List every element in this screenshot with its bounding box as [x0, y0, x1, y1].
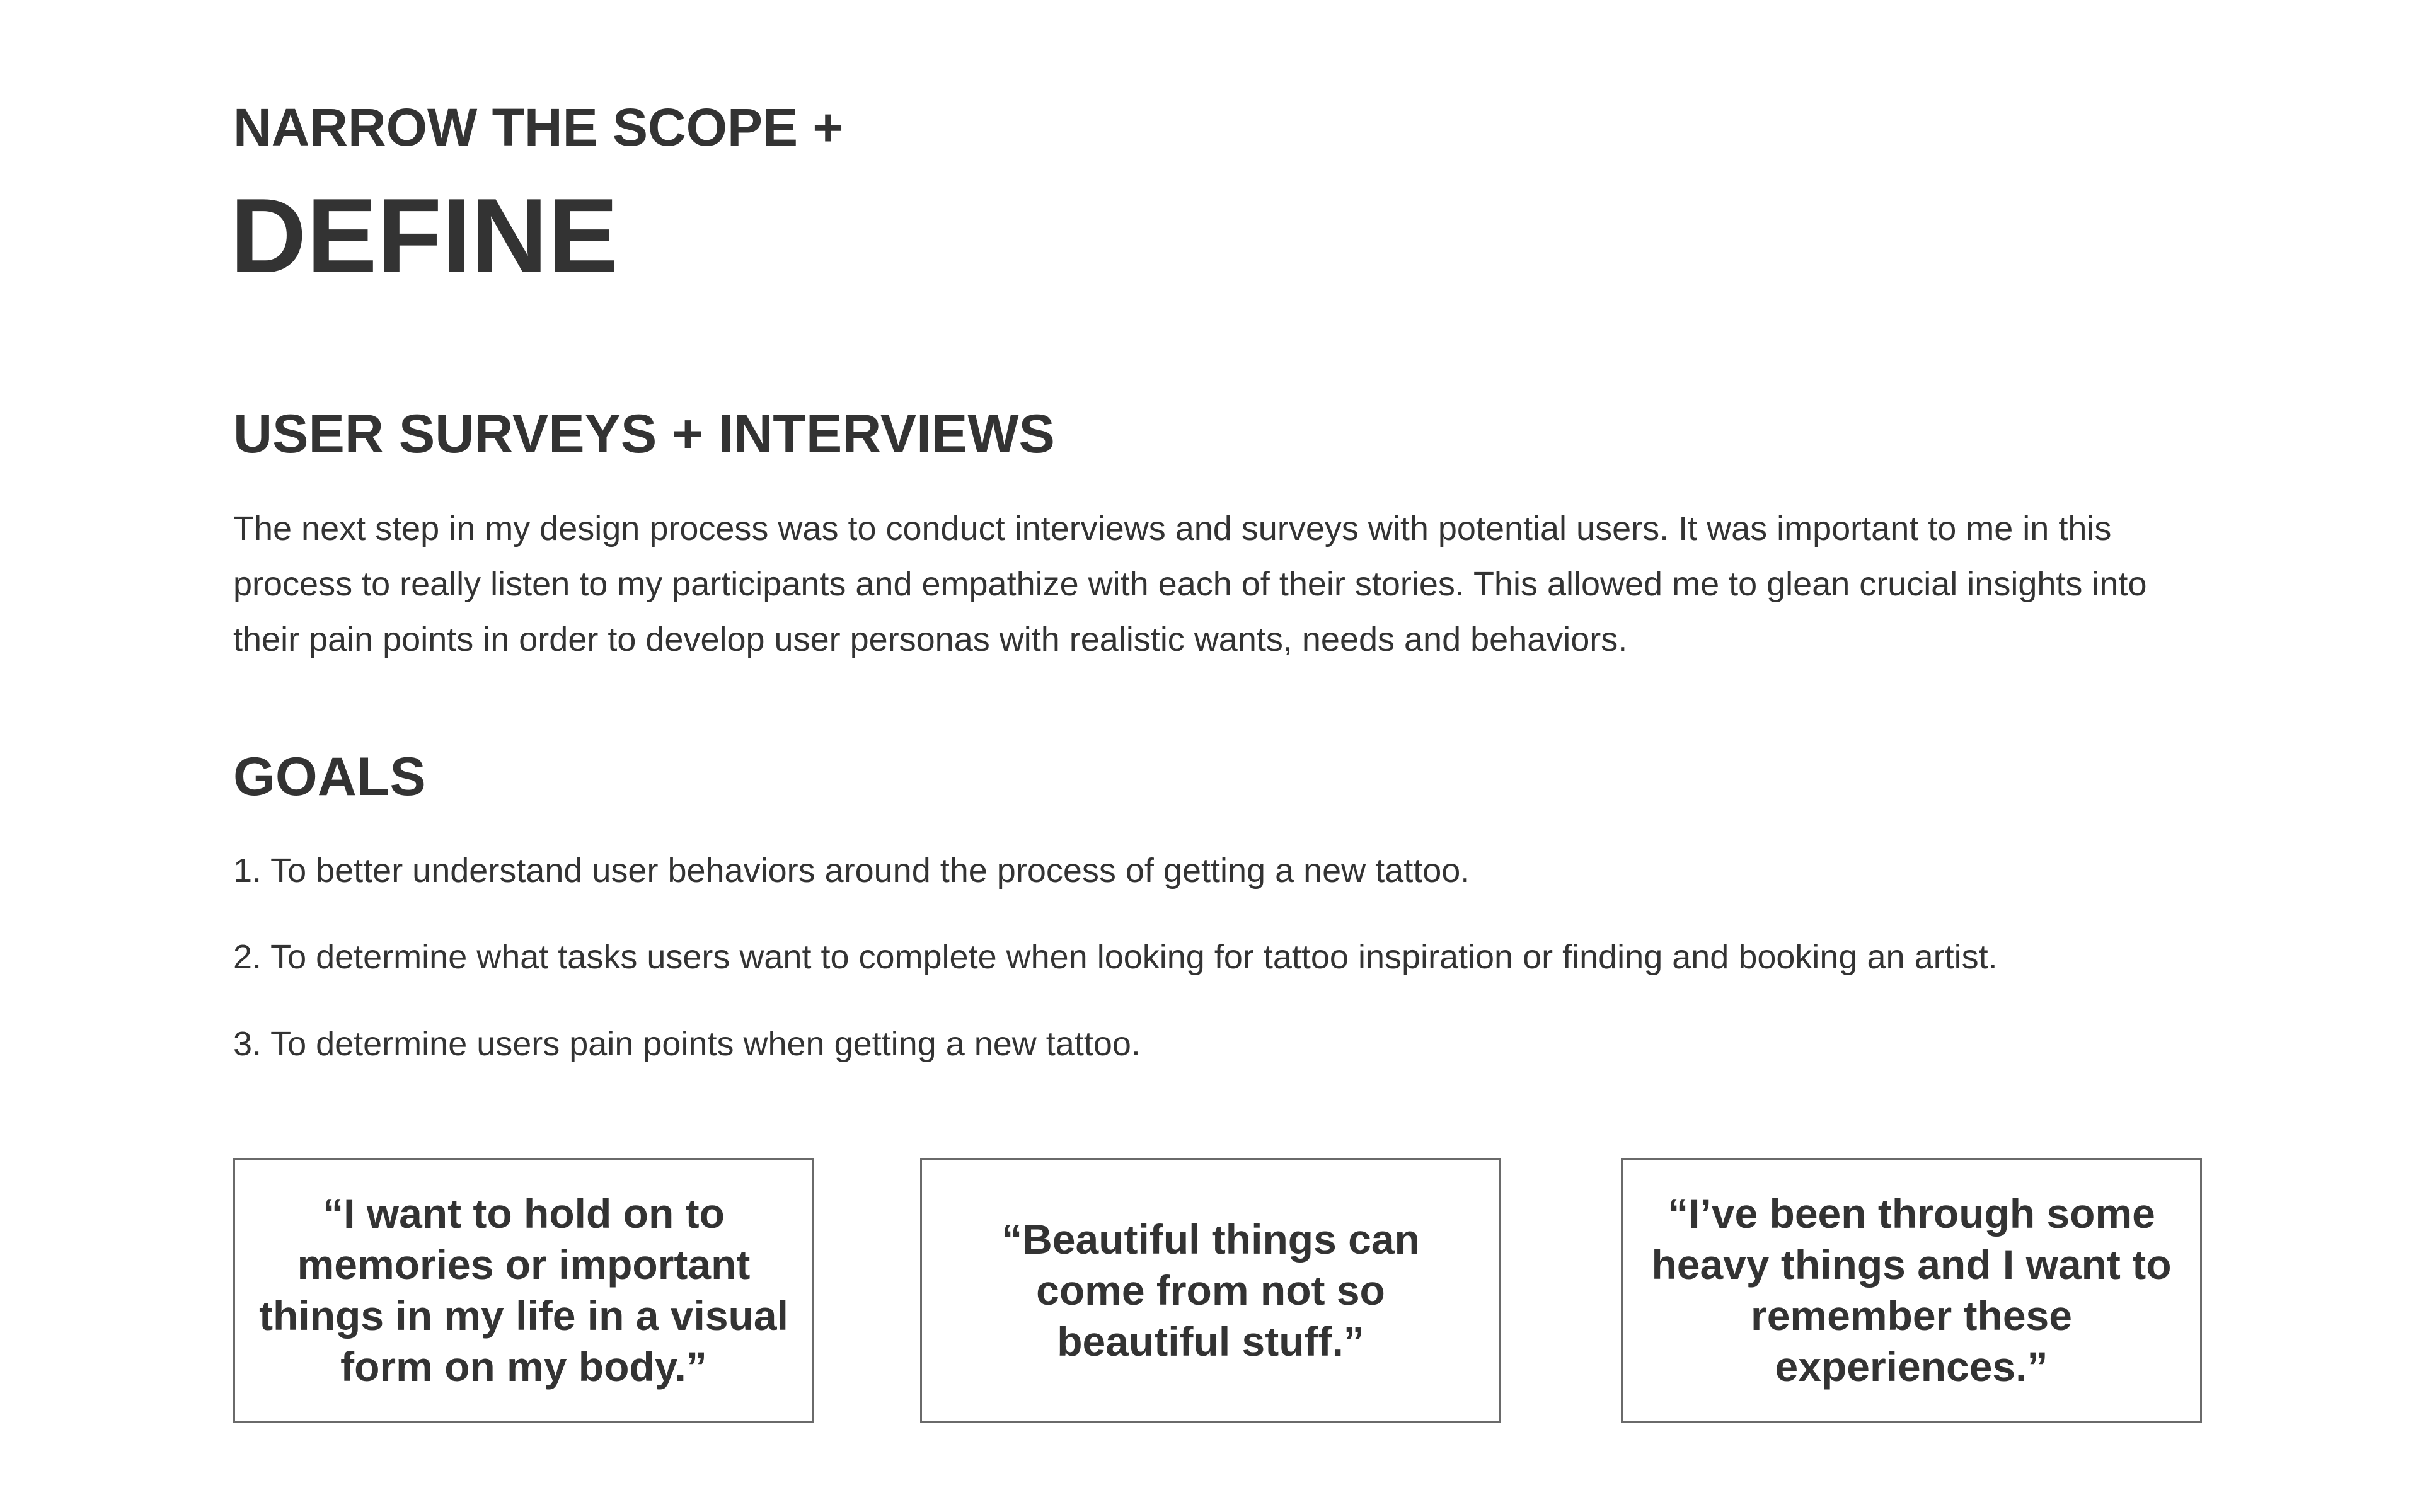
- quote-text: “I’ve been through some heavy things and I want to remember these experiences.”: [1651, 1190, 2172, 1390]
- goals-heading: GOALS: [233, 747, 426, 807]
- goal-item: 3. To determine users pain points when getting a new tattoo.: [233, 1025, 1141, 1063]
- quote-card: [233, 1158, 814, 1423]
- quote-card: [1621, 1158, 2202, 1423]
- section-eyebrow: NARROW THE SCOPE +: [233, 98, 844, 157]
- goal-item: 1. To better understand user behaviors around the process of getting a new tattoo.: [233, 852, 1470, 890]
- quote-text: “Beautiful things can come from not so beautiful stuff.”: [1001, 1215, 1420, 1365]
- user-surveys-heading: USER SURVEYS + INTERVIEWS: [233, 404, 1055, 464]
- quote-text: “I want to hold on to memories or important things in my life in a visual form on my body.”: [259, 1190, 788, 1390]
- goal-item: 2. To determine what tasks users want to complete when looking for tattoo inspiration or finding and booking an artist.: [233, 938, 1998, 976]
- user-surveys-body: The next step in my design process was to conduct interviews and surveys with potential users. It was important to me in this process to really listen to my participants and empathize with each of their stories. This allowed me to glean crucial insights into their pain points in order to develop user personas with realistic wants, needs and behaviors.: [233, 510, 2147, 658]
- quote-card: [920, 1158, 1501, 1423]
- page-title: DEFINE: [230, 176, 619, 295]
